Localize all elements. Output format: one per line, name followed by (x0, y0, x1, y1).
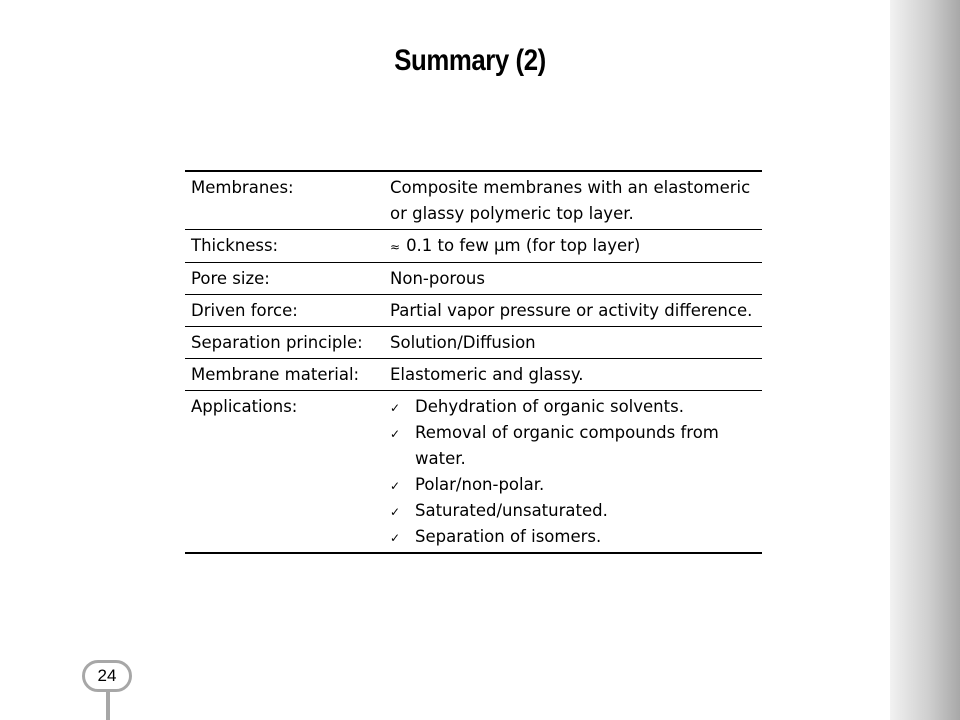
row-label: Thickness: (191, 236, 279, 255)
list-item-text: Separation of isomers. (415, 527, 602, 546)
applications-list (390, 394, 762, 550)
table-row (185, 295, 762, 327)
check-icon: ✓ (390, 531, 401, 545)
table-row (185, 391, 762, 554)
row-label: Membrane material: (191, 365, 360, 384)
row-label: Pore size: (191, 269, 270, 288)
table-row (185, 359, 762, 391)
slide-title: Summary (2) (394, 44, 546, 77)
list-item-text: Polar/non-polar. (415, 475, 545, 494)
page-number-stem (106, 692, 110, 720)
check-icon: ✓ (390, 505, 401, 519)
page-number: 24 (82, 660, 132, 692)
row-value: Solution/Diffusion (390, 333, 536, 352)
row-value: Partial vapor pressure or activity difference. (390, 301, 753, 320)
thickness-value: 0.1 to few μm (for top layer) (406, 236, 641, 255)
list-item (390, 420, 762, 472)
row-label: Separation principle: (191, 333, 363, 352)
table-row (185, 327, 762, 359)
row-label: Applications: (191, 397, 298, 416)
list-item (390, 498, 762, 524)
list-item (390, 524, 762, 550)
check-icon: ✓ (390, 427, 401, 441)
row-label: Membranes: (191, 178, 294, 197)
table-row (185, 230, 762, 263)
list-item (390, 472, 762, 498)
table-row (185, 171, 762, 230)
row-label: Driven force: (191, 301, 298, 320)
check-icon: ✓ (390, 401, 401, 415)
row-value: Composite membranes with an elastomeric or glassy polymeric top layer. (390, 178, 751, 223)
list-item-text: Removal of organic compounds from water. (415, 423, 719, 468)
row-value (384, 391, 762, 554)
row-value: Elastomeric and glassy. (390, 365, 584, 384)
table-row (185, 263, 762, 295)
check-icon: ✓ (390, 479, 401, 493)
decorative-side-bar (890, 0, 960, 720)
approx-symbol: ≈ (390, 240, 401, 254)
summary-table (185, 170, 762, 554)
row-value: Non-porous (390, 269, 485, 288)
list-item (390, 394, 762, 420)
list-item-text: Saturated/unsaturated. (415, 501, 608, 520)
list-item-text: Dehydration of organic solvents. (415, 397, 684, 416)
row-value (384, 230, 762, 263)
